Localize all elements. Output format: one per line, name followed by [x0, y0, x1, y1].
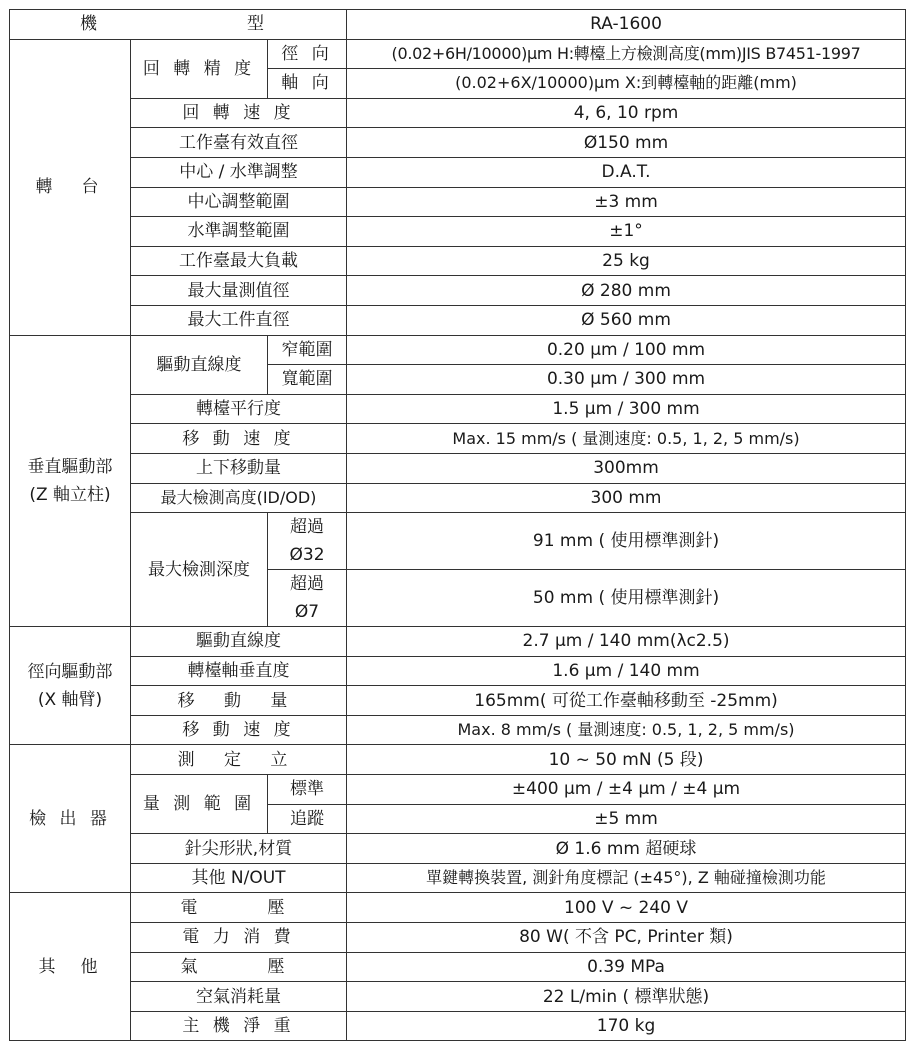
level-range-value: ±1°: [347, 217, 906, 247]
rot-accuracy-label: 回 轉 精 度: [131, 39, 268, 98]
model-value: RA-1600: [347, 10, 906, 40]
table-row: [10, 305, 906, 335]
track-value: ±5 mm: [347, 804, 906, 834]
air-value: 0.39 MPa: [347, 952, 906, 982]
z-speed-label: 移 動 速 度: [131, 424, 347, 454]
table-row: [10, 39, 906, 69]
table-row: [10, 157, 906, 187]
table-row: [10, 952, 906, 982]
over7-label: 超過 Ø7: [268, 570, 347, 627]
table-dia-label: 工作臺有效直徑: [131, 128, 347, 158]
section-radial: 徑向驅動部 (X 軸臂): [10, 627, 131, 745]
narrow-label: 窄範圍: [268, 335, 347, 365]
range-label: 量 測 範 圍: [131, 775, 268, 834]
table-row: [10, 715, 906, 745]
over32-label: 超過 Ø32: [268, 513, 347, 570]
weight-value: 170 kg: [347, 1011, 906, 1041]
table-row: [10, 335, 906, 365]
table-row: [10, 246, 906, 276]
section-other: 其 他: [10, 893, 131, 1041]
parallel-value: 1.5 μm / 300 mm: [347, 394, 906, 424]
table-row: [10, 483, 906, 513]
wide-value: 0.30 μm / 300 mm: [347, 365, 906, 395]
max-height-label: 最大檢測高度(ID/OD): [131, 483, 347, 513]
power-value: 80 W( 不含 PC, Printer 類): [347, 923, 906, 953]
table-row: [10, 187, 906, 217]
max-load-value: 25 kg: [347, 246, 906, 276]
tip-value: Ø 1.6 mm 超硬球: [347, 834, 906, 864]
section-vertical: 垂直驅動部 (Z 軸立柱): [10, 335, 131, 627]
x-straight-value: 2.7 μm / 140 mm(λc2.5): [347, 627, 906, 657]
force-value: 10 ~ 50 mN (5 段): [347, 745, 906, 775]
section-detector: 檢 出 器: [10, 745, 131, 893]
table-row: [10, 217, 906, 247]
table-row: [10, 394, 906, 424]
over32-value: 91 mm ( 使用標準測針): [347, 513, 906, 570]
axial-dir-value: (0.02+6X/10000)μm X:到轉檯軸的距離(mm): [347, 69, 906, 99]
force-label: 測 定 立: [131, 745, 347, 775]
spec-table: [9, 9, 906, 1041]
rot-speed-value: 4, 6, 10 rpm: [347, 98, 906, 128]
table-row: [10, 775, 906, 805]
air-use-value: 22 L/min ( 標準狀態): [347, 982, 906, 1012]
rot-speed-label: 回 轉 速 度: [131, 98, 347, 128]
table-dia-value: Ø150 mm: [347, 128, 906, 158]
center-level-value: D.A.T.: [347, 157, 906, 187]
track-label: 追蹤: [268, 804, 347, 834]
table-row: [10, 453, 906, 483]
max-work-dia-value: Ø 560 mm: [347, 305, 906, 335]
io-value: 單鍵轉換裝置, 測針角度標記 (±45°), Z 軸碰撞檢測功能: [347, 863, 906, 893]
table-row: [10, 98, 906, 128]
power-label: 電 力 消 費: [131, 923, 347, 953]
air-use-label: 空氣消耗量: [131, 982, 347, 1012]
x-travel-label: 移 動 量: [131, 686, 347, 716]
wide-label: 寬範圍: [268, 365, 347, 395]
io-label: 其他 N/OUT: [131, 863, 347, 893]
x-travel-value: 165mm( 可從工作臺軸移動至 -25mm): [347, 686, 906, 716]
perp-value: 1.6 μm / 140 mm: [347, 656, 906, 686]
table-row: [10, 627, 906, 657]
table-row: [10, 128, 906, 158]
max-height-value: 300 mm: [347, 483, 906, 513]
max-load-label: 工作臺最大負載: [131, 246, 347, 276]
table-row: [10, 424, 906, 454]
x-straight-label: 驅動直線度: [131, 627, 347, 657]
axial-dir-label: 軸 向: [268, 69, 347, 99]
table-row: [10, 982, 906, 1012]
table-row: [10, 276, 906, 306]
x-speed-value: Max. 8 mm/s ( 量測速度: 0.5, 1, 2, 5 mm/s): [347, 715, 906, 745]
table-row: [10, 834, 906, 864]
tip-label: 針尖形狀,材質: [131, 834, 347, 864]
table-row: [10, 1011, 906, 1041]
perp-label: 轉檯軸垂直度: [131, 656, 347, 686]
section-rotary: 轉 台: [10, 39, 131, 335]
std-value: ±400 μm / ±4 μm / ±4 μm: [347, 775, 906, 805]
radial-dir-value: (0.02+6H/10000)μm H:轉檯上方檢測高度(mm)JIS B7451-1997: [347, 39, 906, 69]
narrow-value: 0.20 μm / 100 mm: [347, 335, 906, 365]
max-depth-label: 最大檢測深度: [131, 513, 268, 627]
model-label-left: 機: [80, 14, 97, 35]
z-travel-label: 上下移動量: [131, 453, 347, 483]
std-label: 標準: [268, 775, 347, 805]
over7-value: 50 mm ( 使用標準測針): [347, 570, 906, 627]
model-label-right: 型: [247, 14, 264, 35]
model-label: [10, 10, 347, 40]
voltage-value: 100 V ~ 240 V: [347, 893, 906, 923]
x-speed-label: 移 動 速 度: [131, 715, 347, 745]
level-range-label: 水準調整範圍: [131, 217, 347, 247]
weight-label: 主 機 淨 重: [131, 1011, 347, 1041]
air-label: 氣 壓: [131, 952, 347, 982]
center-level-label: 中心 / 水準調整: [131, 157, 347, 187]
radial-dir-label: 徑 向: [268, 39, 347, 69]
table-row: [10, 745, 906, 775]
table-row: [10, 656, 906, 686]
center-range-value: ±3 mm: [347, 187, 906, 217]
table-row: [10, 686, 906, 716]
table-row: [10, 863, 906, 893]
parallel-label: 轉檯平行度: [131, 394, 347, 424]
table-row: [10, 10, 906, 40]
table-row: [10, 923, 906, 953]
voltage-label: 電 壓: [131, 893, 347, 923]
max-meas-dia-label: 最大量測值徑: [131, 276, 347, 306]
z-speed-value: Max. 15 mm/s ( 量測速度: 0.5, 1, 2, 5 mm/s): [347, 424, 906, 454]
max-meas-dia-value: Ø 280 mm: [347, 276, 906, 306]
z-travel-value: 300mm: [347, 453, 906, 483]
center-range-label: 中心調整範圍: [131, 187, 347, 217]
z-straight-label: 驅動直線度: [131, 335, 268, 394]
table-row: [10, 893, 906, 923]
max-work-dia-label: 最大工件直徑: [131, 305, 347, 335]
